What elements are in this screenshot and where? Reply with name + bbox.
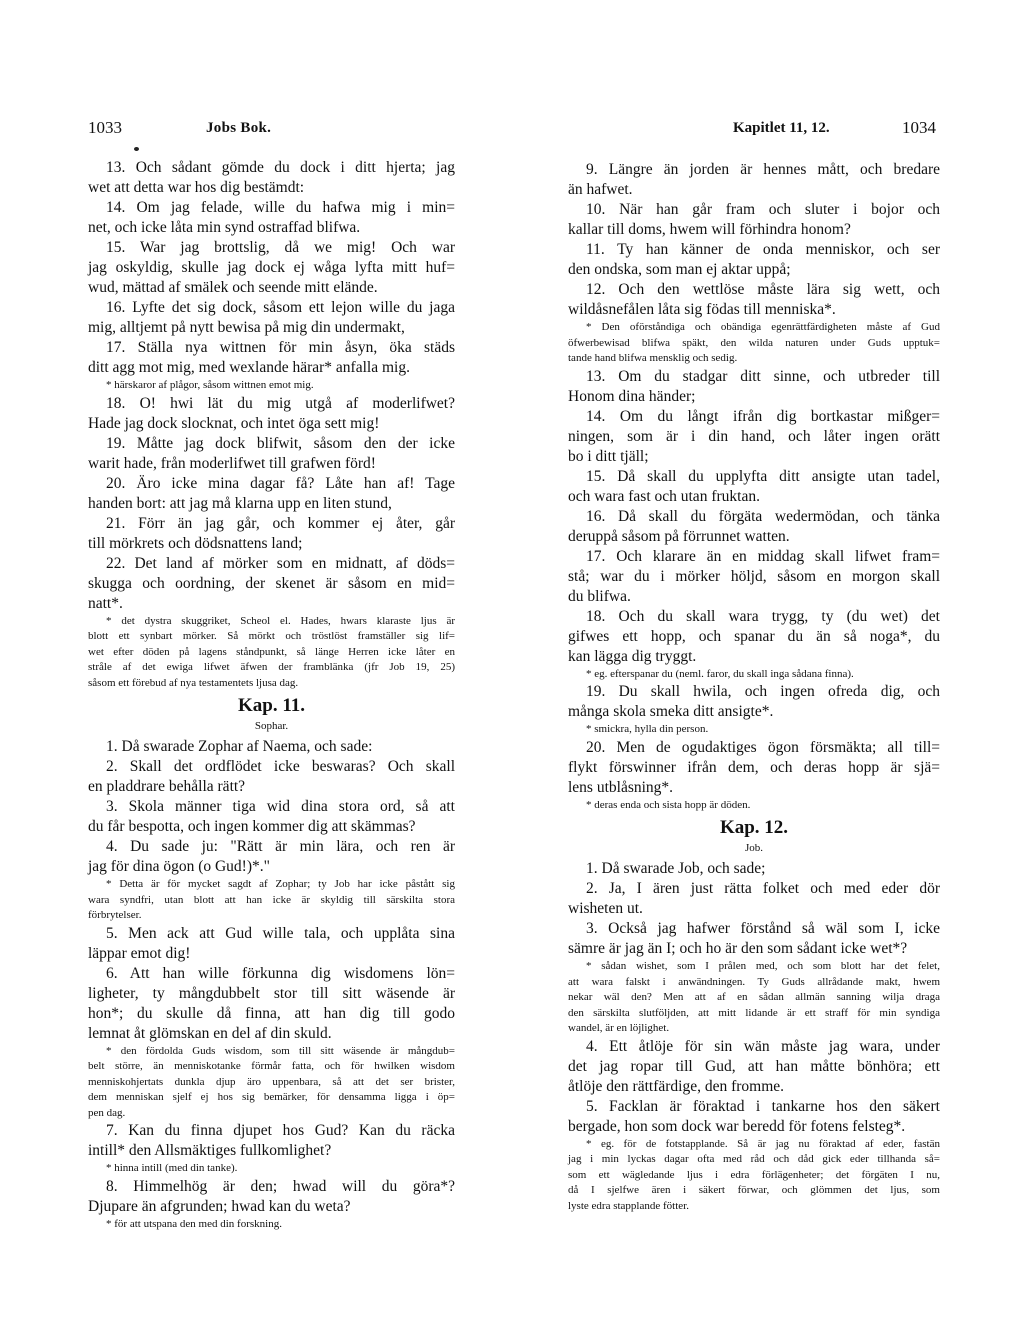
footnote-block — [88, 378, 455, 394]
verse-line: 1. Då swarade Job, och sade; — [586, 860, 766, 877]
verse-line: åtlöje den rättfärdige, den fromme. — [568, 1077, 785, 1095]
verse-line: skugga och oordning, der skenet är såsom en mid= — [88, 574, 455, 592]
verse-line: 10. När han går fram och sluter i bojor och — [586, 201, 940, 218]
footnote-line: jag i min lyckas dagar ofta med råd och dåd gick eder tillhanda så= — [568, 1153, 940, 1165]
verse-block — [568, 507, 940, 547]
footnote-line: förbrytelser. — [88, 909, 142, 921]
verse-block — [88, 737, 455, 757]
verse-line: wildåsnefålen låta sig födas till menniska*. — [568, 301, 836, 318]
verse-line: lens utblåsning*. — [568, 778, 674, 796]
verse-block — [568, 240, 940, 280]
verse-block — [568, 919, 940, 959]
verse-line: 18. O! hwi lät du mig utgå af moderlifwet? — [106, 394, 455, 412]
verse-line: handen bort: att jag må klarna upp en liten stund, — [88, 494, 392, 512]
verse-block — [88, 757, 455, 797]
verse-line: 2. Ja, I ären just rätta folket och med eder dör — [586, 880, 940, 897]
left-text-column — [88, 158, 455, 1232]
footnote-block — [88, 1161, 455, 1177]
verse-block — [568, 1037, 940, 1097]
footnote-line: * hinna intill (med din tanke). — [106, 1162, 238, 1174]
verse-line: du får bespotta, och ingen kommer dig att skämmas? — [88, 818, 416, 835]
footnote-line: tande hand blifwa mensklig och sedig. — [568, 352, 738, 364]
verse-block — [88, 474, 455, 514]
verse-line: det jag ropar till Gud, att han måtte bönhöra; ett — [568, 1057, 940, 1075]
verse-line: wisheten ut. — [568, 900, 643, 917]
footnote-line: * för att utspana den med din forskning. — [106, 1217, 282, 1230]
verse-block — [568, 467, 940, 507]
verse-line: stå; war du i mörker höljd, såsom en morgon skall — [568, 567, 940, 585]
left-page-number: 1033 — [88, 118, 122, 137]
footnote-line: blott ett synbart mörker. Så mörkt och tröstlöst framställer sig lif= — [88, 630, 455, 642]
footnote-block — [568, 320, 940, 367]
verse-line: 14. Om jag felade, wille du hafwa mig i min= — [106, 199, 455, 216]
verse-line: 5. Men ack att Gud wille tala, och upplåta sina — [106, 924, 455, 942]
footnote-line: dem menniskan sjelf ej hos sig bemärker, för densamma ligga i öp= — [88, 1091, 455, 1103]
verse-line: en pladdrare behålla rätt? — [88, 778, 246, 795]
verse-line: 17. Ställa nya wittnen för min åsyn, öka städs — [106, 339, 455, 356]
verse-line: 6. Att han wille förkunna dig wisdomens lön= — [106, 964, 455, 982]
verse-line: gifwes ett hopp, och spanar du än så noga*, du — [568, 627, 940, 645]
verse-line: 16. Då skall du förgäta wedermödan, och tänka — [586, 507, 940, 525]
verse-line: 20. Äro icke mina dagar få? Låte han af! Tage — [106, 474, 455, 492]
verse-block — [88, 298, 455, 338]
speaker-heading: Job. — [744, 842, 764, 854]
verse-line: Djupare än afgrunden; hwad kan du weta? — [88, 1197, 351, 1215]
right-page-number: 1034 — [902, 118, 936, 137]
footnote-line: nekar wäl den? Men att af en sådan allmän sanning wilja draga — [568, 991, 940, 1003]
footnote-block — [568, 798, 940, 814]
footnote-line: öfwerbewisad blifwa späkt, den wilda naturen under Guds upptuk= — [568, 336, 940, 349]
footnote-line: * härskaror af plågor, såsom wittnen emot mig. — [106, 379, 314, 391]
verse-line: 14. Om du långt ifrån dig bortkastar mißger= — [586, 407, 940, 425]
footnote-line: såsom ett förebud af nya testamentets ljusa dag. — [88, 676, 299, 689]
verse-line: wet att detta war hos dig bestämdt: — [88, 179, 305, 196]
verse-line: deruppå såsom på förrunnet watten. — [568, 527, 790, 545]
footnote-line: belt större, än menniskotanke förmår fatta, och för hwilken wisdom — [88, 1060, 455, 1072]
footnote-block — [568, 1137, 940, 1215]
verse-line: ningen, som är i din hand, och låter ingen orätt — [568, 427, 940, 445]
verse-line: warit hade, från moderlifwet till grafwen förd! — [88, 454, 376, 472]
verse-line: och wara fast och utan fruktan. — [568, 487, 760, 505]
verse-line: 7. Kan du finna djupet hos Gud? Kan du räcka — [106, 1122, 455, 1139]
verse-line: kallar till doms, hwem will förhindra honom? — [568, 221, 851, 238]
footnote-line: * det dystra skuggriket, Scheol el. Hades, hwars klaraste ljus är — [106, 614, 455, 627]
footnote-line: * deras enda och sista hopp är döden. — [586, 798, 751, 811]
verse-line: än hafwet. — [568, 181, 633, 198]
footnote-line: wandel, är en löjlighet. — [568, 1022, 670, 1034]
verse-block — [568, 200, 940, 240]
verse-line: intill* den Allsmäktiges fullkomlighet? — [88, 1142, 332, 1159]
verse-line: till mörkrets och dödsnattens land; — [88, 534, 303, 552]
right-text-column — [568, 160, 940, 1214]
footnote-block — [568, 667, 940, 683]
verse-line: jag för dina ögon (o Gud!)*." — [88, 858, 270, 875]
footnote-line: * Den oförståndiga och obändiga egenrättfärdigheten måste af Gud — [586, 321, 940, 333]
footnote-line: den särskilta slutföljden, att mitt lidande är ett straff för min syndiga — [568, 1006, 940, 1019]
verse-line: 2. Skall det ordflödet icke beswaras? Och skall — [106, 758, 455, 775]
verse-block — [88, 198, 455, 238]
verse-line: 17. Och klarare än en middag skall lifwet fram= — [586, 547, 940, 565]
verse-block — [88, 964, 455, 1044]
verse-line: den ondska, som man ej aktar uppå; — [568, 261, 791, 278]
footnote-line: som ett wägledande ljus i edra förlägenheter; det förgäten I nu, — [568, 1168, 940, 1181]
verse-line: lemnat åt glömskan en del af din skuld. — [88, 1024, 332, 1042]
footnote-block — [568, 959, 940, 1037]
footnote-line: * eg. efterspanar du (neml. faror, du skall inga sådana finna). — [586, 667, 854, 680]
verse-line: 18. Och du skall wara trygg, ty (du wet) det — [586, 607, 940, 625]
verse-line: 8. Himmelhög är den; hwad will du göra*? — [106, 1177, 455, 1195]
verse-line: sämre är jag än I; och ho är den som sådant icke wet*? — [568, 940, 908, 957]
verse-line: 13. Och sådant gömde du dock i ditt hjerta; jag — [106, 159, 455, 176]
footnote-block — [88, 1217, 455, 1233]
verse-line: 3. Skola männer tiga wid dina stora ord, så att — [106, 798, 455, 815]
verse-line: 3. Också jag hafwer förstånd så wäl som I, icke — [586, 920, 940, 937]
footnote-line: * den fördolda Guds wisdom, som till sitt wäsende är mångdub= — [106, 1044, 455, 1057]
footnote-block — [88, 614, 455, 692]
verse-line: 21. Förr än jag går, och kommer ej åter, går — [106, 514, 455, 532]
verse-block — [568, 407, 940, 467]
running-head-book-title: Jobs Bok. — [206, 120, 272, 136]
footnote-line: stråle af det ewiga lifwet äfwen der framblänka (jfr Job 19, 25) — [88, 661, 455, 673]
footnote-line: att wara falskt i anwändningen. Ty Guds allrådande makt, hwem — [568, 975, 940, 988]
footnote-line: * sådan wishet, som I prålen med, och som blott har det felet, — [586, 960, 940, 972]
footnote-line: * eg. för de fotstapplande. Så är jag nu föraktad af eder, fastän — [586, 1137, 940, 1150]
footnote-line: lyste edra stapplande fötter. — [568, 1199, 689, 1212]
verse-block — [88, 797, 455, 837]
verse-line: Honom dina händer; — [568, 387, 696, 405]
verse-block — [88, 514, 455, 554]
verse-line: 11. Ty han känner de onda menniskor, och ser — [586, 241, 940, 258]
verse-line: 15. Då skall du upplyfta ditt ansigte utan tadel, — [586, 467, 940, 485]
verse-line: 13. Om du stadgar ditt sinne, och utbreder till — [586, 367, 940, 385]
verse-block — [88, 1177, 455, 1217]
verse-line: 4. Ett åtlöje för sin wän måste jag wara, under — [586, 1037, 940, 1055]
verse-block — [568, 682, 940, 722]
footnote-line: då I sjelfwe ären i säkert förwar, och glömmen det ljus, som — [568, 1184, 940, 1196]
verse-line: 4. Du sade ju: "Rätt är min lära, och ren är — [106, 838, 455, 855]
verse-block — [568, 607, 940, 667]
verse-block — [88, 554, 455, 614]
verse-line: många skola smeka ditt ansigte*. — [568, 703, 774, 720]
verse-line: 15. War jag brottslig, då we mig! Och war — [106, 239, 455, 256]
verse-line: 1. Då swarade Zophar af Naema, och sade: — [106, 738, 373, 755]
footnote-line: wet efter döden på lagens ståndpunkt, så länge Herren icke låter en — [88, 645, 455, 658]
verse-line: bo i ditt tjäll; — [568, 447, 649, 465]
verse-line: net, och icke låta min synd ostraffad blifwa. — [88, 219, 361, 236]
verse-line: 20. Men de ogudaktiges ögon försmäkta; all till= — [586, 738, 940, 756]
verse-line: 9. Längre än jorden är hennes mått, och bredare — [586, 161, 940, 178]
verse-line: 12. Och den wettlöse måste lära sig wett, och — [586, 281, 940, 298]
footnote-block — [568, 722, 940, 738]
verse-block — [88, 924, 455, 964]
verse-block — [88, 158, 455, 198]
chapter-heading: Kap. 12. — [719, 817, 789, 838]
verse-line: jag oskyldig, skulle jag dock ej wåga lyfta mitt huf= — [88, 259, 455, 276]
verse-line: 5. Facklan är föraktad i tankarne hos den säkert — [586, 1097, 940, 1115]
verse-block — [88, 338, 455, 378]
verse-block — [568, 160, 940, 200]
verse-block — [88, 837, 455, 877]
verse-line: 16. Lyfte det sig dock, såsom ett lejon wille du jaga — [106, 299, 455, 316]
verse-block — [88, 238, 455, 298]
running-head-chapter: Kapitlet 11, 12. — [733, 120, 830, 136]
verse-line: Hade jag dock slocknat, och intet öga sett mig! — [88, 414, 380, 432]
verse-line: natt*. — [88, 594, 123, 612]
ink-speck — [134, 147, 139, 151]
verse-line: mig, alltjemt på nytt bewisa på mig din undermakt, — [88, 319, 405, 336]
footnote-line: wara syndfri, utan blott att han icke är skyldig till särskilta stora — [88, 893, 455, 906]
verse-block — [568, 367, 940, 407]
verse-line: 19. Måtte jag dock blifwit, såsom den der icke — [106, 434, 455, 452]
footnote-line: * Detta är för mycket sagdt af Zophar; ty Job har icke påstått sig — [106, 878, 455, 890]
footnote-line: pen dag. — [88, 1106, 126, 1119]
verse-line: läppar emot dig! — [88, 944, 191, 962]
verse-line: 22. Det land af mörker som en midnatt, af döds= — [106, 554, 455, 572]
verse-block — [568, 1097, 940, 1137]
footnote-block — [88, 877, 455, 924]
verse-line: flykt förswinner ifrån dem, och deras hopp är sjä= — [568, 758, 940, 776]
verse-line: hon*; du skulle då finna, att han dig till godo — [88, 1004, 455, 1022]
verse-line: du blifwa. — [568, 587, 631, 605]
footnote-line: * smickra, hylla din person. — [586, 723, 709, 735]
verse-block — [88, 434, 455, 474]
verse-line: bergade, hon som dock war beredd för fotens felsteg*. — [568, 1117, 906, 1135]
verse-block — [568, 738, 940, 798]
verse-block — [568, 859, 940, 879]
chapter-heading: Kap. 11. — [237, 695, 306, 716]
verse-line: kan lägga dig tryggt. — [568, 647, 697, 665]
verse-line: ditt agg mot mig, med wexlande härar* anfalla mig. — [88, 359, 410, 376]
verse-block — [568, 879, 940, 919]
verse-block — [568, 547, 940, 607]
verse-block — [568, 280, 940, 320]
verse-line: ligheter, ty mångdubbelt stor till sitt wäsende är — [88, 984, 455, 1002]
verse-line: wud, mättad af smälek och seende mitt elände. — [88, 279, 378, 296]
verse-block — [88, 1121, 455, 1161]
footnote-line: menniskohjertats dunkla djup äro uppenbara, så att det ser brister, — [88, 1075, 455, 1088]
verse-block — [88, 394, 455, 434]
footnote-block — [88, 1044, 455, 1122]
verse-line: 19. Du skall hwila, och ingen ofreda dig, och — [586, 683, 940, 700]
speaker-heading: Sophar. — [254, 720, 289, 732]
